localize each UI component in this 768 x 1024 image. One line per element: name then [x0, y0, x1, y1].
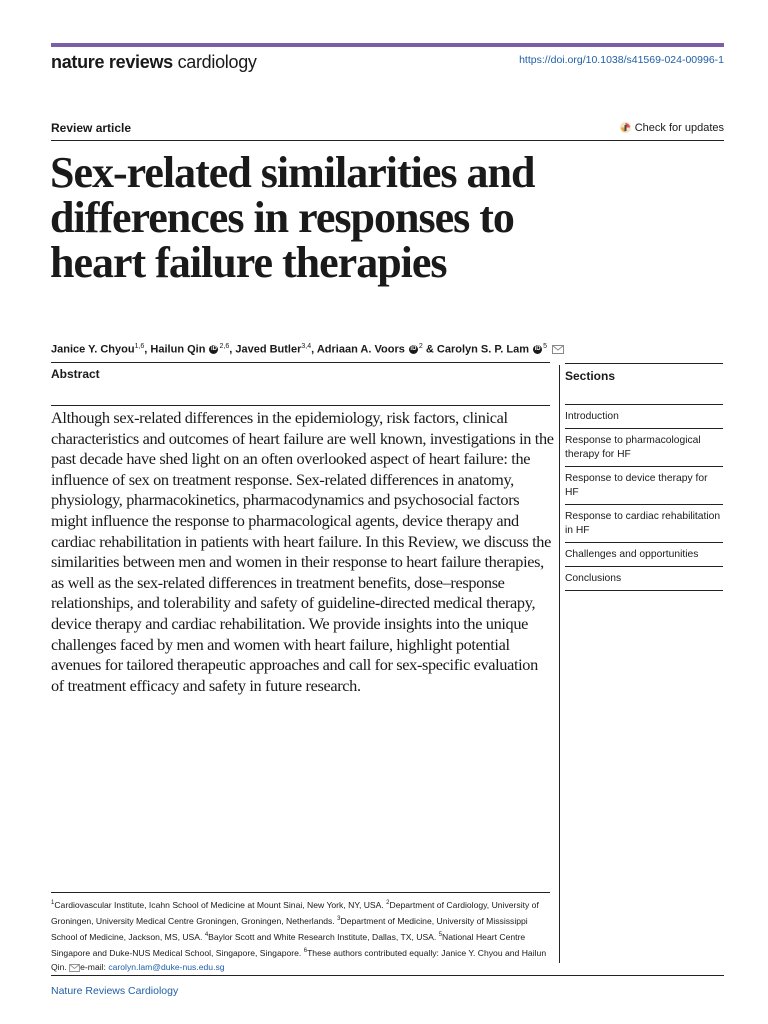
author-name[interactable]: Javed Butler	[235, 343, 302, 356]
author-affiliation-marker: 5	[543, 343, 547, 350]
author-affiliation-marker: 2	[418, 343, 423, 350]
footer-divider	[51, 975, 724, 976]
author-name[interactable]: Janice Y. Chyou	[51, 343, 135, 356]
journal-name-bold: nature reviews	[51, 52, 173, 72]
journal-name	[51, 52, 257, 73]
affiliation-text: National Heart Centre Singapore and Duke-NUS Medical School, Singapore, Singapore.	[51, 931, 526, 959]
affiliation-marker: 4	[204, 932, 209, 939]
sections-divider-top	[565, 363, 723, 364]
corresponding-email-link[interactable]: carolyn.lam@duke-nus.edu.sg	[108, 962, 225, 973]
author-list	[51, 343, 611, 356]
mail-icon[interactable]	[552, 345, 564, 354]
abstract-divider	[51, 405, 550, 406]
section-link-device-therapy[interactable]: Response to device therapy for HF	[565, 466, 723, 504]
affiliation-marker: 1	[51, 900, 55, 906]
affiliation-marker: 5	[438, 932, 443, 939]
footer-journal-link[interactable]: Nature Reviews Cardiology	[51, 985, 179, 997]
doi-link[interactable]: https://doi.org/10.1038/s41569-024-00996-1	[519, 54, 724, 66]
author-separator: ,	[311, 343, 317, 356]
sections-heading: Sections	[565, 369, 616, 383]
affiliation-text: Baylor Scott and White Research Institute, Dallas, TX, USA.	[208, 931, 439, 942]
section-link-conclusions[interactable]: Conclusions	[565, 566, 723, 591]
author-affiliation-marker: 2,6	[219, 343, 230, 350]
journal-name-light: cardiology	[177, 52, 257, 72]
affiliation-text: Department of Medicine, University of Mississippi School of Medicine, Jackson, MS, USA.	[51, 915, 528, 942]
author-separator: &	[422, 343, 437, 356]
orcid-icon[interactable]: iD	[410, 346, 417, 353]
check-updates-label: Check for updates	[634, 121, 724, 134]
section-link-pharmacological[interactable]: Response to pharmacological therapy for HF	[565, 428, 723, 466]
orcid-icon[interactable]: iD	[534, 346, 541, 353]
affiliations	[51, 896, 554, 974]
section-link-introduction[interactable]: Introduction	[565, 404, 723, 428]
check-updates-icon	[619, 121, 632, 134]
email-label: e-mail:	[80, 962, 109, 973]
affiliation-marker: 6	[303, 948, 308, 955]
section-link-cardiac-rehabilitation[interactable]: Response to cardiac rehabilitation in HF	[565, 504, 723, 542]
orcid-icon[interactable]: iD	[210, 346, 217, 353]
affiliations-divider	[51, 892, 550, 893]
author-separator: ,	[229, 343, 236, 356]
author-separator: ,	[144, 343, 151, 356]
author-affiliation-marker: 3,4	[301, 343, 312, 350]
affiliation-text: Department of Cardiology, University of Groningen, University Medical Centre Groningen, Groningen, Netherlands.	[51, 899, 539, 926]
affiliation-marker: 3	[337, 916, 341, 923]
mail-icon	[69, 964, 80, 972]
abstract-divider-top	[51, 362, 550, 363]
author-name[interactable]: Carolyn S. P. Lam	[436, 343, 529, 356]
author-name[interactable]: Hailun Qin	[150, 343, 206, 356]
abstract-text: Although sex-related differences in the epidemiology, risk factors, clinical characteristics and outcomes of heart failure are well known, investigations in the past decade have shed light on an often overlooked aspect of heart failure: the influence of sex on treatment response. Sex-related differences in anatomy, physiology, pharmacokinetics, pharmacodynamics and psychosocial factors might influence the response to pharmacological agents, device therapy and cardiac rehabilitation in patients with heart failure. In this Review, we discuss the similarities between men and women in their response to heart failure therapies, as well as the sex-related differences in treatment benefits, dose–response relationships, and tolerability and safety of guideline-directed medical therapy, device therapy and cardiac rehabilitation. We provide insights into the unique challenges faced by men and women with heart failure, highlight potential avenues for tailored therapeutic approaches and call for sex-specific evaluation of treatment efficacy and safety in future research.	[51, 408, 554, 695]
check-for-updates-button[interactable]	[619, 121, 724, 134]
section-link-challenges[interactable]: Challenges and opportunities	[565, 542, 723, 566]
header-divider	[51, 140, 724, 141]
affiliation-text: These authors contributed equally: Janice Y. Chyou and Hailun Qin.	[51, 948, 547, 973]
abstract-label: Abstract	[51, 367, 100, 381]
author-affiliation-marker: 1,6	[134, 343, 145, 350]
article-type: Review article	[51, 121, 132, 135]
column-divider	[559, 365, 560, 963]
sections-nav	[565, 404, 723, 591]
affiliation-marker: 2	[386, 900, 390, 906]
author-name[interactable]: Adriaan A. Voors	[316, 343, 405, 356]
affiliation-text: Cardiovascular Institute, Icahn School of Medicine at Mount Sinai, New York, NY, USA.	[54, 899, 387, 910]
journal-accent-bar	[51, 43, 724, 47]
article-title: Sex-related similarities and differences in responses to heart failure therapies	[50, 148, 535, 287]
